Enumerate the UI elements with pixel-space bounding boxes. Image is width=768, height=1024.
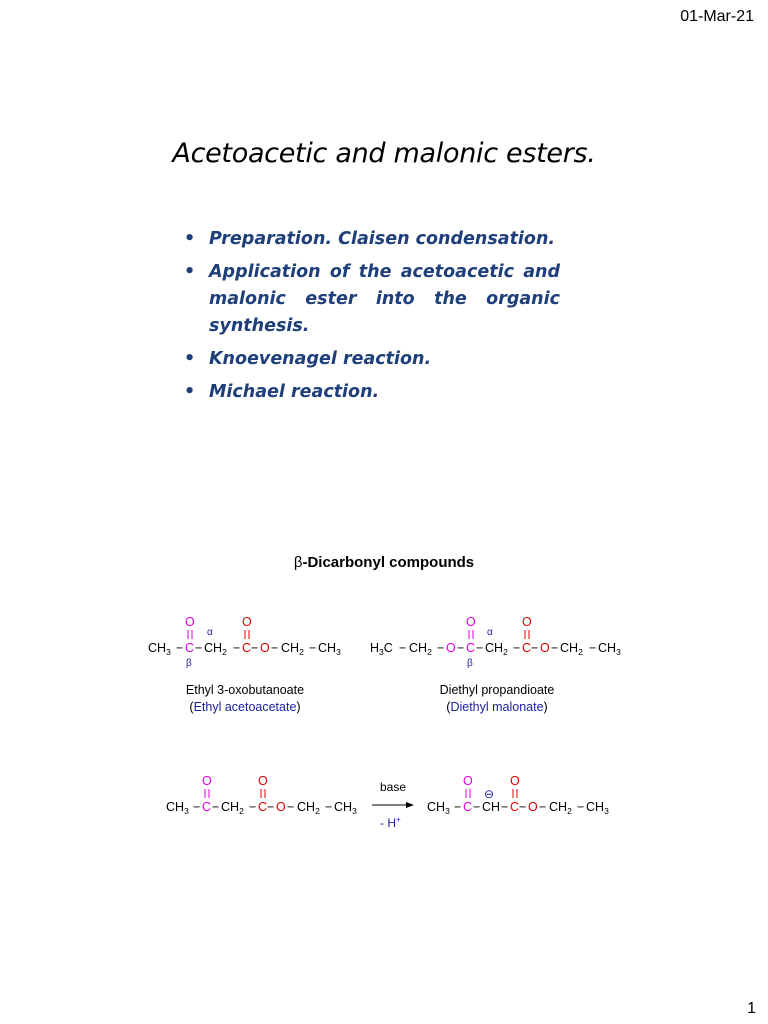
ester-oxygen: O: [260, 641, 270, 655]
svg-text:CH3: $CH_3$: [148, 641, 171, 657]
bullet-dot-icon: •: [184, 382, 196, 402]
svg-text:CH2: $CH_2$: [221, 800, 244, 816]
svg-text:CH3: $CH_3$: [318, 641, 341, 657]
page-number: 1: [747, 1000, 756, 1017]
bullet-dot-icon: •: [184, 349, 196, 369]
svg-text:−: −: [501, 800, 509, 814]
svg-text:CH2: $CH_2$: [409, 641, 432, 657]
svg-text:−: −: [577, 800, 585, 814]
carbonyl-oxygen: O: [463, 774, 473, 788]
topic-list: [184, 226, 560, 412]
compound-name: Ethyl 3-oxobutanoate: [185, 683, 305, 697]
svg-text:O: O: [276, 800, 286, 814]
carbonyl-oxygen: O: [185, 615, 195, 629]
carbonyl-carbon: C: [522, 641, 532, 655]
ester-oxygen: O: [446, 641, 456, 655]
svg-text:CH2: $CH_2$: [281, 641, 304, 657]
carbonyl-carbon: C: [466, 641, 476, 655]
svg-text:CH2: $CH_2$: [297, 800, 320, 816]
svg-text:CH3: $CH_3$: [586, 800, 609, 816]
carbonyl-oxygen: O: [510, 774, 520, 788]
section-heading: [0, 554, 768, 571]
svg-text:−: −: [551, 641, 559, 655]
svg-text:C: C: [463, 800, 473, 814]
svg-text:−: −: [589, 641, 597, 655]
reactant-structure: [166, 774, 357, 816]
svg-text:CH3: $CH_3$: [334, 800, 357, 816]
svg-text:−: −: [251, 641, 259, 655]
alpha-label: α: [487, 627, 493, 638]
list-item: [184, 346, 560, 373]
carbonyl-oxygen: O: [202, 774, 212, 788]
list-item-text: Preparation. Claisen condensation.: [209, 229, 556, 249]
list-item-text: Michael reaction.: [209, 382, 380, 402]
product-enolate-structure: [427, 774, 609, 816]
diethyl-malonate-structure: [370, 615, 621, 669]
svg-text:−: −: [513, 641, 521, 655]
svg-text:−: −: [271, 641, 279, 655]
svg-text:−: −: [267, 800, 275, 814]
svg-text:−: −: [176, 641, 184, 655]
svg-text:−: −: [325, 800, 333, 814]
svg-text:−: −: [454, 800, 462, 814]
svg-text:H3C: $H_3C$: [370, 641, 393, 657]
beta-label: β: [186, 658, 192, 669]
svg-text:−: −: [287, 800, 295, 814]
svg-text:C: C: [510, 800, 520, 814]
list-item-text: Application of the acetoacetic and malonic ester into the organic synthesis.: [209, 262, 560, 336]
list-item-text: Knoevenagel reaction.: [209, 349, 432, 369]
bullet-dot-icon: •: [184, 229, 196, 249]
carbonyl-oxygen: O: [522, 615, 532, 629]
reaction-arrow: [372, 780, 414, 830]
beta-symbol: β: [293, 554, 303, 571]
svg-text:CH2: $CH_2$: [204, 641, 227, 657]
svg-text:C: C: [202, 800, 212, 814]
carbonyl-carbon: C: [185, 641, 195, 655]
svg-text:C: C: [258, 800, 268, 814]
ethyl-acetoacetate-structure: [148, 615, 341, 669]
svg-text:−: −: [531, 641, 539, 655]
alpha-label: α: [207, 627, 213, 638]
svg-text:−: −: [249, 800, 257, 814]
svg-text:−: −: [473, 800, 481, 814]
svg-text:−: −: [457, 641, 465, 655]
svg-text:−: −: [309, 641, 317, 655]
svg-text:CH: CH: [482, 800, 501, 814]
carbonyl-oxygen: O: [466, 615, 476, 629]
byproduct-label: - H+: [380, 815, 401, 830]
svg-text:CH2: $CH_2$: [560, 641, 583, 657]
svg-text:CH2: $CH_2$: [549, 800, 572, 816]
compound-common-name: (Ethyl acetoacetate): [189, 700, 301, 714]
svg-text:−: −: [519, 800, 527, 814]
svg-text:−: −: [437, 641, 445, 655]
svg-text:O: O: [528, 800, 538, 814]
svg-text:−: −: [195, 641, 203, 655]
svg-text:−: −: [193, 800, 201, 814]
svg-text:CH3: $CH_3$: [598, 641, 621, 657]
list-item: [184, 259, 560, 340]
chemical-structures: [0, 600, 768, 860]
list-item: [184, 226, 560, 253]
beta-label: β: [467, 658, 473, 669]
list-item: [184, 379, 560, 406]
reagent-label: base: [379, 780, 407, 794]
svg-text:−: −: [233, 641, 241, 655]
compound-name: Diethyl propandioate: [439, 683, 555, 697]
svg-text:CH3: $CH_3$: [427, 800, 450, 816]
section-heading-text: -Dicarbonyl compounds: [302, 554, 475, 571]
svg-text:−: −: [212, 800, 220, 814]
svg-text:CH2: $CH_2$: [485, 641, 508, 657]
negative-charge-icon: ⊖: [484, 787, 495, 801]
carbonyl-oxygen: O: [242, 615, 252, 629]
svg-text:CH3: $CH_3$: [166, 800, 189, 816]
slide-date: 01-Mar-21: [680, 8, 754, 25]
ester-oxygen: O: [540, 641, 550, 655]
svg-text:−: −: [476, 641, 484, 655]
compound-common-name: (Diethyl malonate): [446, 700, 548, 714]
svg-text:−: −: [539, 800, 547, 814]
slide-title: Acetoacetic and malonic esters.: [172, 138, 596, 169]
svg-text:−: −: [399, 641, 407, 655]
carbonyl-oxygen: O: [258, 774, 268, 788]
carbonyl-carbon: C: [242, 641, 252, 655]
bullet-dot-icon: •: [184, 262, 196, 282]
